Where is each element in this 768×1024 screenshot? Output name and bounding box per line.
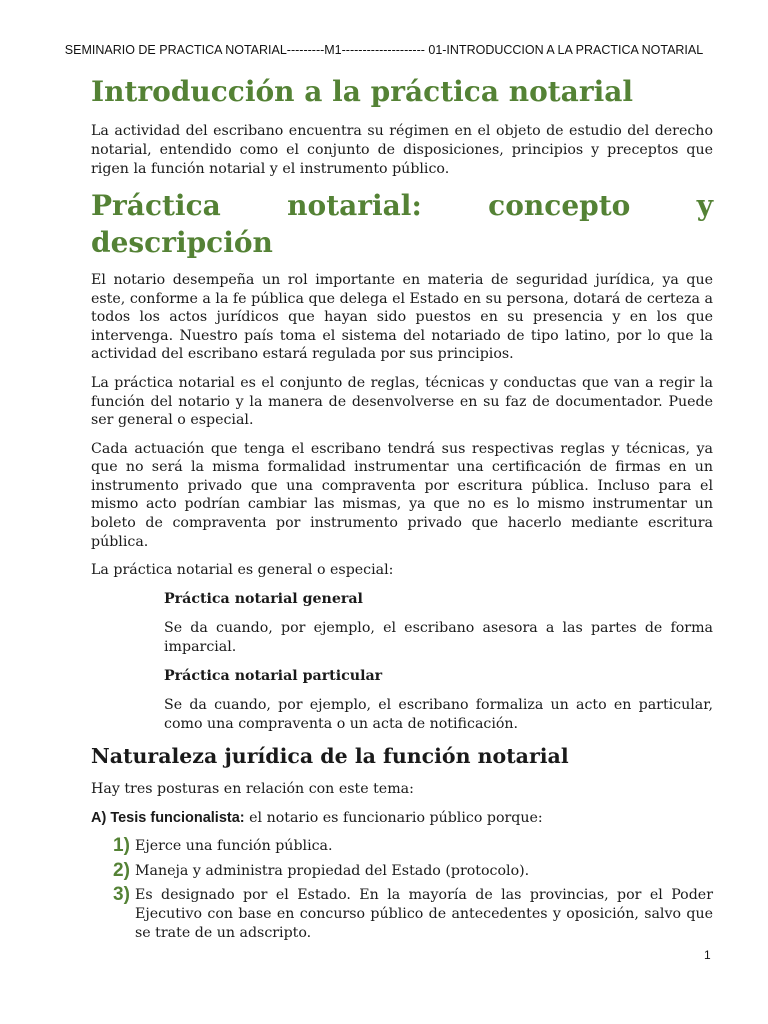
list-number: 2) bbox=[113, 859, 130, 881]
intro-title: Introducción a la práctica notarial bbox=[91, 75, 633, 108]
running-header: SEMINARIO DE PRACTICA NOTARIAL---------M1-------------------- 01-INTRODUCCION A LA PRACTICA NOTARIAL bbox=[64, 43, 704, 57]
nature-title: Naturaleza jurídica de la función notarial bbox=[91, 744, 569, 769]
list-item bbox=[91, 886, 713, 942]
nature-intro: Hay tres posturas en relación con este tema: bbox=[91, 781, 414, 798]
list-item bbox=[91, 859, 713, 881]
particular-practice-title: Práctica notarial particular bbox=[164, 667, 383, 684]
thesis-text: el notario es funcionario público porque: bbox=[244, 809, 543, 826]
concept-title bbox=[91, 188, 713, 261]
list-number: 1) bbox=[113, 835, 130, 857]
page-content bbox=[91, 74, 713, 948]
general-practice-title: Práctica notarial general bbox=[164, 590, 363, 607]
concept-title-line2: descripción bbox=[91, 225, 273, 259]
list-item-text: Maneja y administra propiedad del Estado (protocolo). bbox=[135, 862, 530, 879]
thesis-line bbox=[91, 809, 713, 828]
concept-paragraph-1: El notario desempeña un rol importante en materia de seguridad jurídica, ya que este, conforme a la fe pública que delega el Estado en su persona, dotará de certeza a todos los actos jurídicos que hayan sido puestos en su presencia y en los que intervenga. Nuestro país toma el sistema del notariado de tipo latino, por lo que la actividad del escribano estará regulada por sus principios. bbox=[91, 271, 713, 363]
thesis-list bbox=[91, 837, 713, 942]
list-item bbox=[91, 837, 713, 856]
particular-practice-text: Se da cuando, por ejemplo, el escribano formaliza un acto en particular, como una compraventa o un acta de notificación. bbox=[164, 697, 713, 732]
thesis-label: A) Tesis funcionalista: bbox=[91, 809, 245, 826]
concept-paragraph-3: Cada actuación que tenga el escribano tendrá sus respectivas reglas y técnicas, ya que no será la misma formalidad instrumentar una certificación de firmas en un instrumento privado que una compraventa por escritura pública. Incluso para el mismo acto podrían cambiar las mismas, ya que no es lo mismo instrumentar un boleto de compraventa por instrumento privado que hacerlo mediante escritura pública. bbox=[91, 440, 713, 550]
concept-paragraph-2: La práctica notarial es el conjunto de reglas, técnicas y conductas que van a regir la función del notario y la manera de desenvolverse en su faz de documentador. Puede ser general o especial. bbox=[91, 374, 713, 429]
concept-paragraph-4: La práctica notarial es general o especial: bbox=[91, 562, 394, 579]
list-number: 3) bbox=[113, 884, 130, 906]
intro-paragraph: La actividad del escribano encuentra su régimen en el objeto de estudio del derecho notarial, entendido como el conjunto de disposiciones, principios y preceptos que rigen la función notarial y el instrumento público. bbox=[91, 123, 713, 177]
list-item-text: Ejerce una función pública. bbox=[135, 838, 333, 855]
list-item-text: Es designado por el Estado. En la mayoría de las provincias, por el Poder Ejecutivo con base en concurso público de antecedentes y oposición, salvo que se trate de un adscripto. bbox=[135, 887, 713, 941]
page-number: 1 bbox=[704, 948, 711, 962]
general-practice-text: Se da cuando, por ejemplo, el escribano asesora a las partes de forma imparcial. bbox=[164, 620, 713, 656]
concept-title-line1: Práctica notarial: concepto y bbox=[91, 189, 713, 223]
